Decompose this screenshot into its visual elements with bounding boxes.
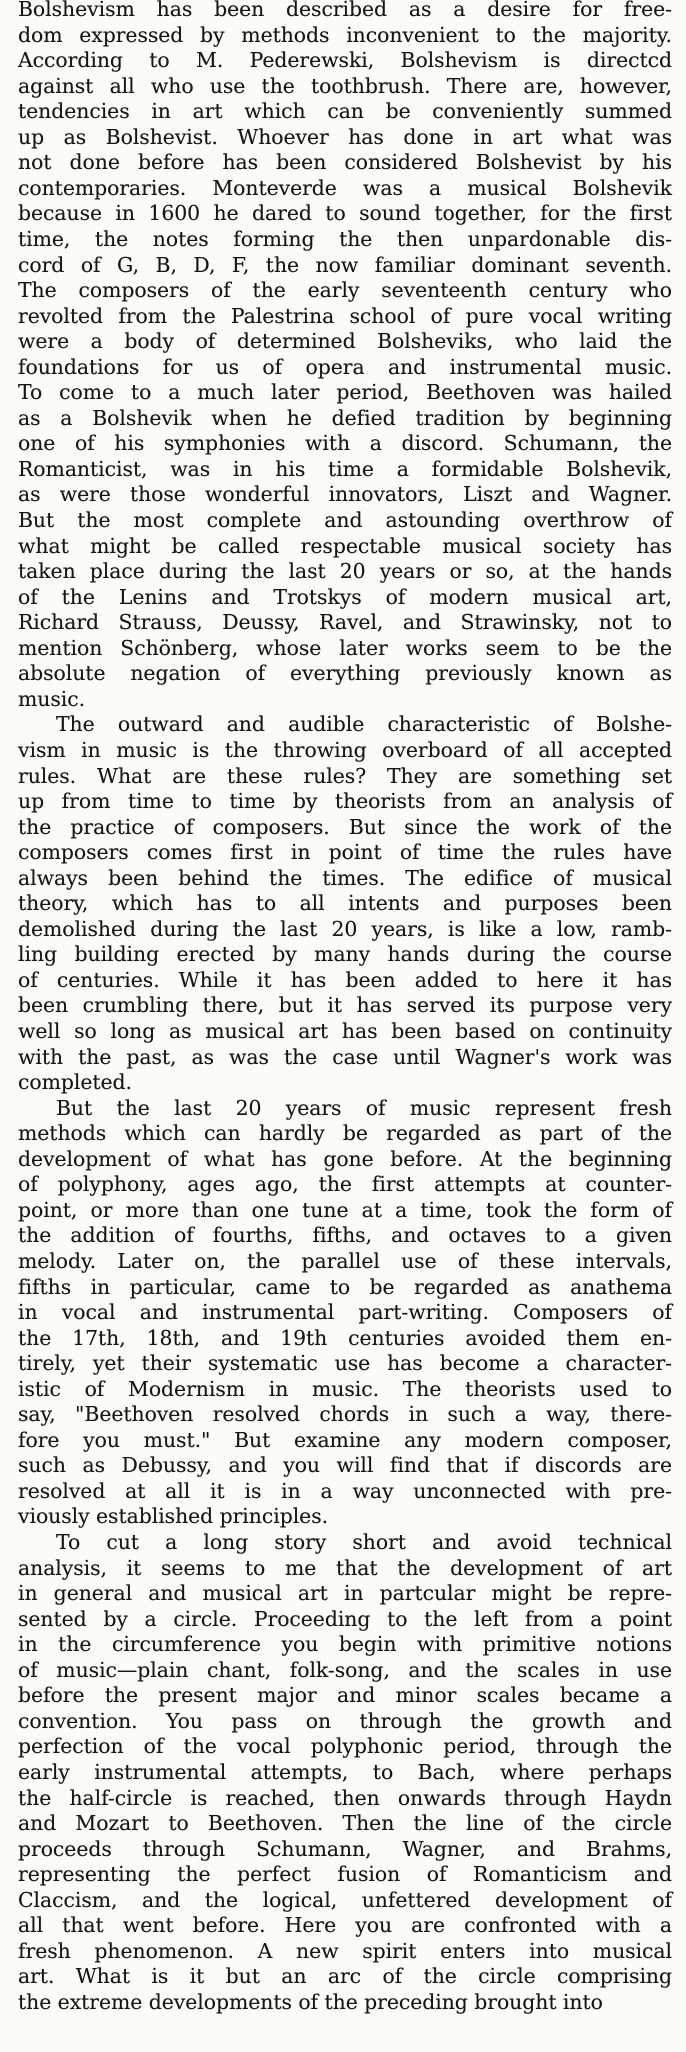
- text-line: the practice of composers. But since the work of the: [18, 814, 672, 839]
- text-line: perfection of the vocal polyphonic period, through the: [18, 1734, 672, 1759]
- text-line: completed.: [18, 1070, 132, 1095]
- text-line: with the past, as was the case until Wagner's work was: [18, 1044, 672, 1069]
- text-line: development of what has gone before. At the beginning: [18, 1146, 672, 1171]
- text-line: To come to a much later period, Beethoven was hailed: [18, 380, 672, 405]
- text-line: were a body of determined Bolsheviks, who laid the: [18, 329, 672, 354]
- text-line: up from time to time by theorists from an analysis of: [18, 789, 672, 814]
- text-line: foundations for us of opera and instrumental music.: [18, 354, 672, 379]
- text-line: theory, which has to all intents and purposes been: [18, 891, 672, 916]
- text-line: proceeds through Schumann, Wagner, and Brahms,: [18, 1836, 672, 1861]
- text-line: point, or more than one tune at a time, took the form of: [18, 1197, 672, 1222]
- text-line: all that went before. Here you are confronted with a: [18, 1913, 672, 1938]
- text-line: one of his symphonies with a discord. Schumann, the: [18, 431, 672, 456]
- text-line: been crumbling there, but it has served its purpose very: [18, 993, 672, 1018]
- text-line: up as Bolshevist. Whoever has done in art what was: [18, 124, 672, 149]
- text-line: The composers of the early seventeenth century who: [18, 278, 672, 303]
- text-line: say, "Beethoven resolved chords in such a way, there-: [18, 1402, 672, 1427]
- text-line: not done before has been considered Bolshevist by his: [18, 150, 672, 175]
- text-line: the 17th, 18th, and 19th centuries avoided them en-: [18, 1325, 672, 1350]
- text-line: such as Debussy, and you will find that if discords are: [18, 1453, 672, 1478]
- text-line: of the Lenins and Trotskys of modern musical art,: [18, 584, 672, 609]
- text-line: resolved at all it is in a way unconnected with pre-: [18, 1478, 672, 1503]
- text-line: contemporaries. Monteverde was a musical Bolshevik: [18, 175, 672, 200]
- text-line: The outward and audible characteristic of Bolshe-: [56, 712, 672, 737]
- text-line: fifths in particular, came to be regarded as anathema: [18, 1274, 672, 1299]
- text-line: always been behind the times. The edifice of musical: [18, 865, 672, 890]
- text-line: representing the perfect fusion of Romanticism and: [18, 1862, 672, 1887]
- text-line: and Mozart to Beethoven. Then the line of the circle: [18, 1811, 672, 1836]
- text-line: Richard Strauss, Deussy, Ravel, and Strawinsky, not to: [18, 610, 672, 635]
- text-line: absolute negation of everything previously known as: [18, 661, 672, 686]
- text-line: demolished during the last 20 years, is like a low, ramb-: [18, 916, 672, 941]
- text-line: vism in music is the throwing overboard of all accepted: [18, 737, 672, 762]
- text-line: as a Bolshevik when he defied tradition by beginning: [18, 405, 672, 430]
- text-line: viously established principles.: [18, 1504, 329, 1529]
- text-line: revolted from the Palestrina school of pure vocal writing: [18, 303, 672, 328]
- text-line: fresh phenomenon. A new spirit enters into musical: [18, 1938, 672, 1963]
- text-line: music.: [18, 686, 86, 711]
- text-line: of centuries. While it has been added to here it has: [18, 967, 672, 992]
- text-line: of music—plain chant, folk-song, and the scales in use: [18, 1657, 672, 1682]
- text-line: fore you must." But examine any modern composer,: [18, 1427, 672, 1452]
- text-line: methods which can hardly be regarded as part of the: [18, 1121, 672, 1146]
- text-line: tendencies in art which can be conveniently summed: [18, 99, 672, 124]
- text-line: rules. What are these rules? They are something set: [18, 763, 672, 788]
- text-line: According to M. Pederewski, Bolshevism is directcd: [18, 48, 672, 73]
- text-line: ling building erected by many hands during the course: [18, 942, 672, 967]
- text-line: as were those wonderful innovators, Liszt and Wagner.: [18, 482, 672, 507]
- text-line: the half-circle is reached, then onwards through Haydn: [18, 1785, 672, 1810]
- text-line: istic of Modernism in music. The theorists used to: [18, 1376, 672, 1401]
- text-line: because in 1600 he dared to sound together, for the first: [18, 201, 672, 226]
- text-line: But the most complete and astounding overthrow of: [18, 508, 672, 532]
- text-line: art. What is it but an arc of the circle comprising: [18, 1964, 672, 1989]
- text-line: in the circumference you begin with primitive notions: [18, 1632, 672, 1657]
- text-line: what might be called respectable musical society has: [18, 533, 672, 558]
- text-line: Romanticist, was in his time a formidable Bolshevik,: [18, 456, 672, 481]
- text-line: mention Schönberg, whose later works seem to be the: [18, 635, 672, 660]
- text-line: time, the notes forming the then unpardonable dis-: [18, 226, 672, 251]
- text-line: in vocal and instrumental part-writing. Composers of: [18, 1300, 672, 1325]
- text-line: Claccism, and the logical, unfettered development of: [18, 1887, 672, 1912]
- text-line: To cut a long story short and avoid technical: [56, 1530, 672, 1554]
- text-line: analysis, it seems to me that the development of art: [18, 1555, 672, 1580]
- text-line: early instrumental attempts, to Bach, where perhaps: [18, 1759, 672, 1784]
- text-line: the addition of fourths, fifths, and octaves to a given: [18, 1223, 672, 1248]
- text-line: tirely, yet their systematic use has become a character-: [18, 1351, 672, 1376]
- text-line: in general and musical art in partcular might be repre-: [18, 1581, 672, 1606]
- text-line: convention. You pass on through the growth and: [18, 1708, 672, 1733]
- text-line: melody. Later on, the parallel use of these intervals,: [18, 1248, 672, 1273]
- text-line: sented by a circle. Proceeding to the left from a point: [18, 1606, 672, 1631]
- text-line: cord of G, B, D, F, the now familiar dominant seventh.: [18, 252, 672, 277]
- text-line: But the last 20 years of music represent fresh: [56, 1095, 672, 1120]
- text-line: of polyphony, ages ago, the first attempts at counter-: [18, 1172, 672, 1197]
- text-line: composers comes first in point of time the rules have: [18, 840, 672, 865]
- text-line: well so long as musical art has been based on continuity: [18, 1019, 672, 1043]
- text-line: against all who use the toothbrush. There are, however,: [18, 73, 672, 98]
- text-line: Bolshevism has been described as a desire for free-: [18, 0, 672, 21]
- text-line: dom expressed by methods inconvenient to the majority.: [18, 22, 672, 47]
- text-line: taken place during the last 20 years or so, at the hands: [18, 559, 672, 584]
- text-line: before the present major and minor scales became a: [18, 1683, 672, 1708]
- text-line: the extreme developments of the preceding brought into: [18, 1989, 603, 2014]
